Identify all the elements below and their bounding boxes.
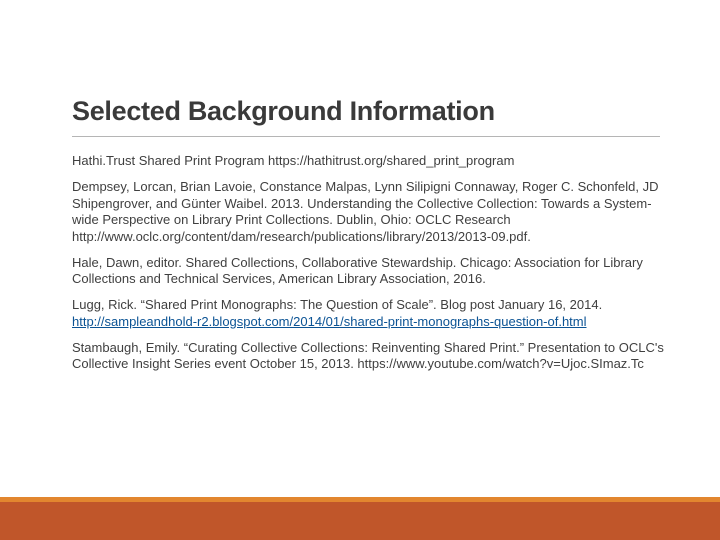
footer-bar [0,502,720,540]
references-list [72,153,672,382]
reference-hathitrust: Hathi.Trust Shared Print Program https://hathitrust.org/shared_print_program [72,153,515,168]
reference-hale: Hale, Dawn, editor. Shared Collections, Collaborative Stewardship. Chicago: Association for Library Collections and Technical Services, American Library Association, 2016. [72,254,643,286]
reference-lugg-link[interactable]: http://sampleandhold-r2.blogspot.com/2014/01/shared-print-monographs-question-of.html [72,313,587,329]
reference-lugg [72,297,672,330]
title-divider [72,136,660,137]
reference-lugg-text: Lugg, Rick. “Shared Print Monographs: The Question of Scale”. Blog post January 16, 2014. [72,297,603,312]
reference-stambaugh: Stambaugh, Emily. “Curating Collective Collections: Reinventing Shared Print.” Presentation to OCLC's Collective Insight Series event October 15, 2013. https://www.youtube.com/watch?v=Ujoc.SImaz.Tc [72,339,664,371]
reference-dempsey: Dempsey, Lorcan, Brian Lavoie, Constance Malpas, Lynn Silipigni Connaway, Roger C. Schonfeld, JD Shipengrover, and Günter Waibel. 2013. Understanding the Collective Collection: Towards a System-wide Perspective on Library Print Collections. Dublin, Ohio: OCLC Research http://www.oclc.org/content/dam/research/publications/library/2013/2013-09.pdf. [72,179,659,244]
page-title: Selected Background Information [72,96,495,126]
